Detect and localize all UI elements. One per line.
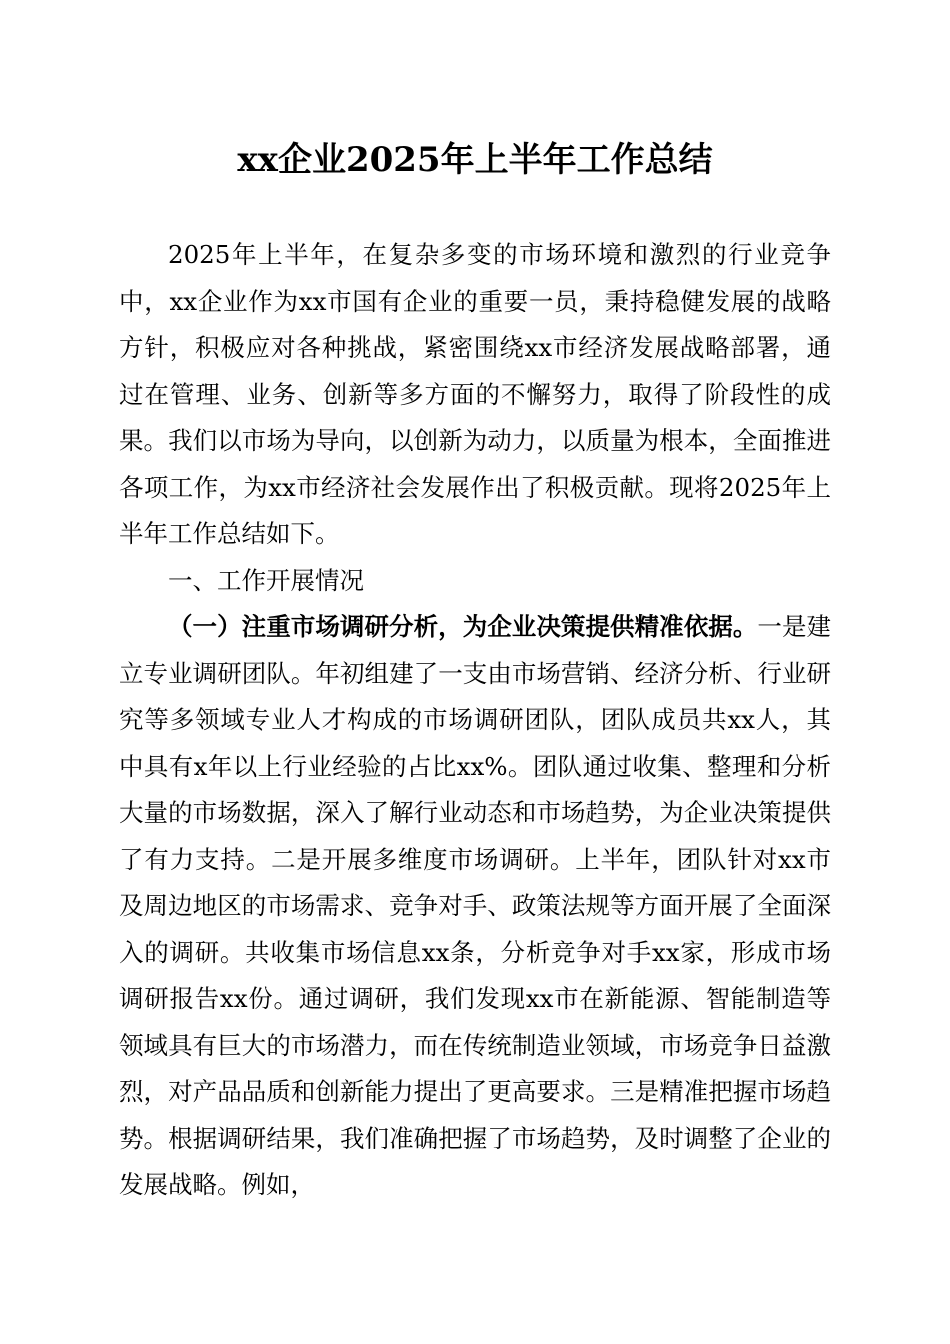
subsection-body: 一是建立专业调研团队。年初组建了一支由市场营销、经济分析、行业研究等多领域专业人才构成的市场调研团队，团队成员共xx人，其中具有x年以上行业经验的占比xx%。团队通过收集、整理和分析大量的市场数据，深入了解行业动态和市场趋势，为企业决策提供了有力支持。二是开展多维度市场调研。上半年，团队针对xx市及周边地区的市场需求、竞争对手、政策法规等方面开展了全面深入的调研。共收集市场信息xx条，分析竞争对手xx家，形成市场调研报告xx份。通过调研，我们发现xx市在新能源、智能制造等领域具有巨大的市场潜力，而在传统制造业领域，市场竞争日益激烈，对产品品质和创新能力提出了更高要求。三是精准把握市场趋势。根据调研结果，我们准确把握了市场趋势，及时调整了企业的发展战略。例如， [119, 612, 832, 1199]
subsection-lead: （一）注重市场调研分析，为企业决策提供精准依据。 [168, 612, 758, 641]
document-title: xx企业2025年上半年工作总结 [237, 140, 713, 180]
subsection-paragraph [119, 604, 831, 1209]
section-heading: 一、工作开展情况 [168, 565, 364, 595]
document-body [119, 232, 831, 1209]
intro-paragraph: 2025年上半年，在复杂多变的市场环境和激烈的行业竞争中，xx企业作为xx市国有企业的重要一员，秉持稳健发展的战略方针，积极应对各种挑战，紧密围绕xx市经济发展战略部署，通过在管理、业务、创新等多方面的不懈努力，取得了阶段性的成果。我们以市场为导向，以创新为动力，以质量为根本，全面推进各项工作，为xx市经济社会发展作出了积极贡献。现将2025年上半年工作总结如下。 [119, 240, 831, 548]
